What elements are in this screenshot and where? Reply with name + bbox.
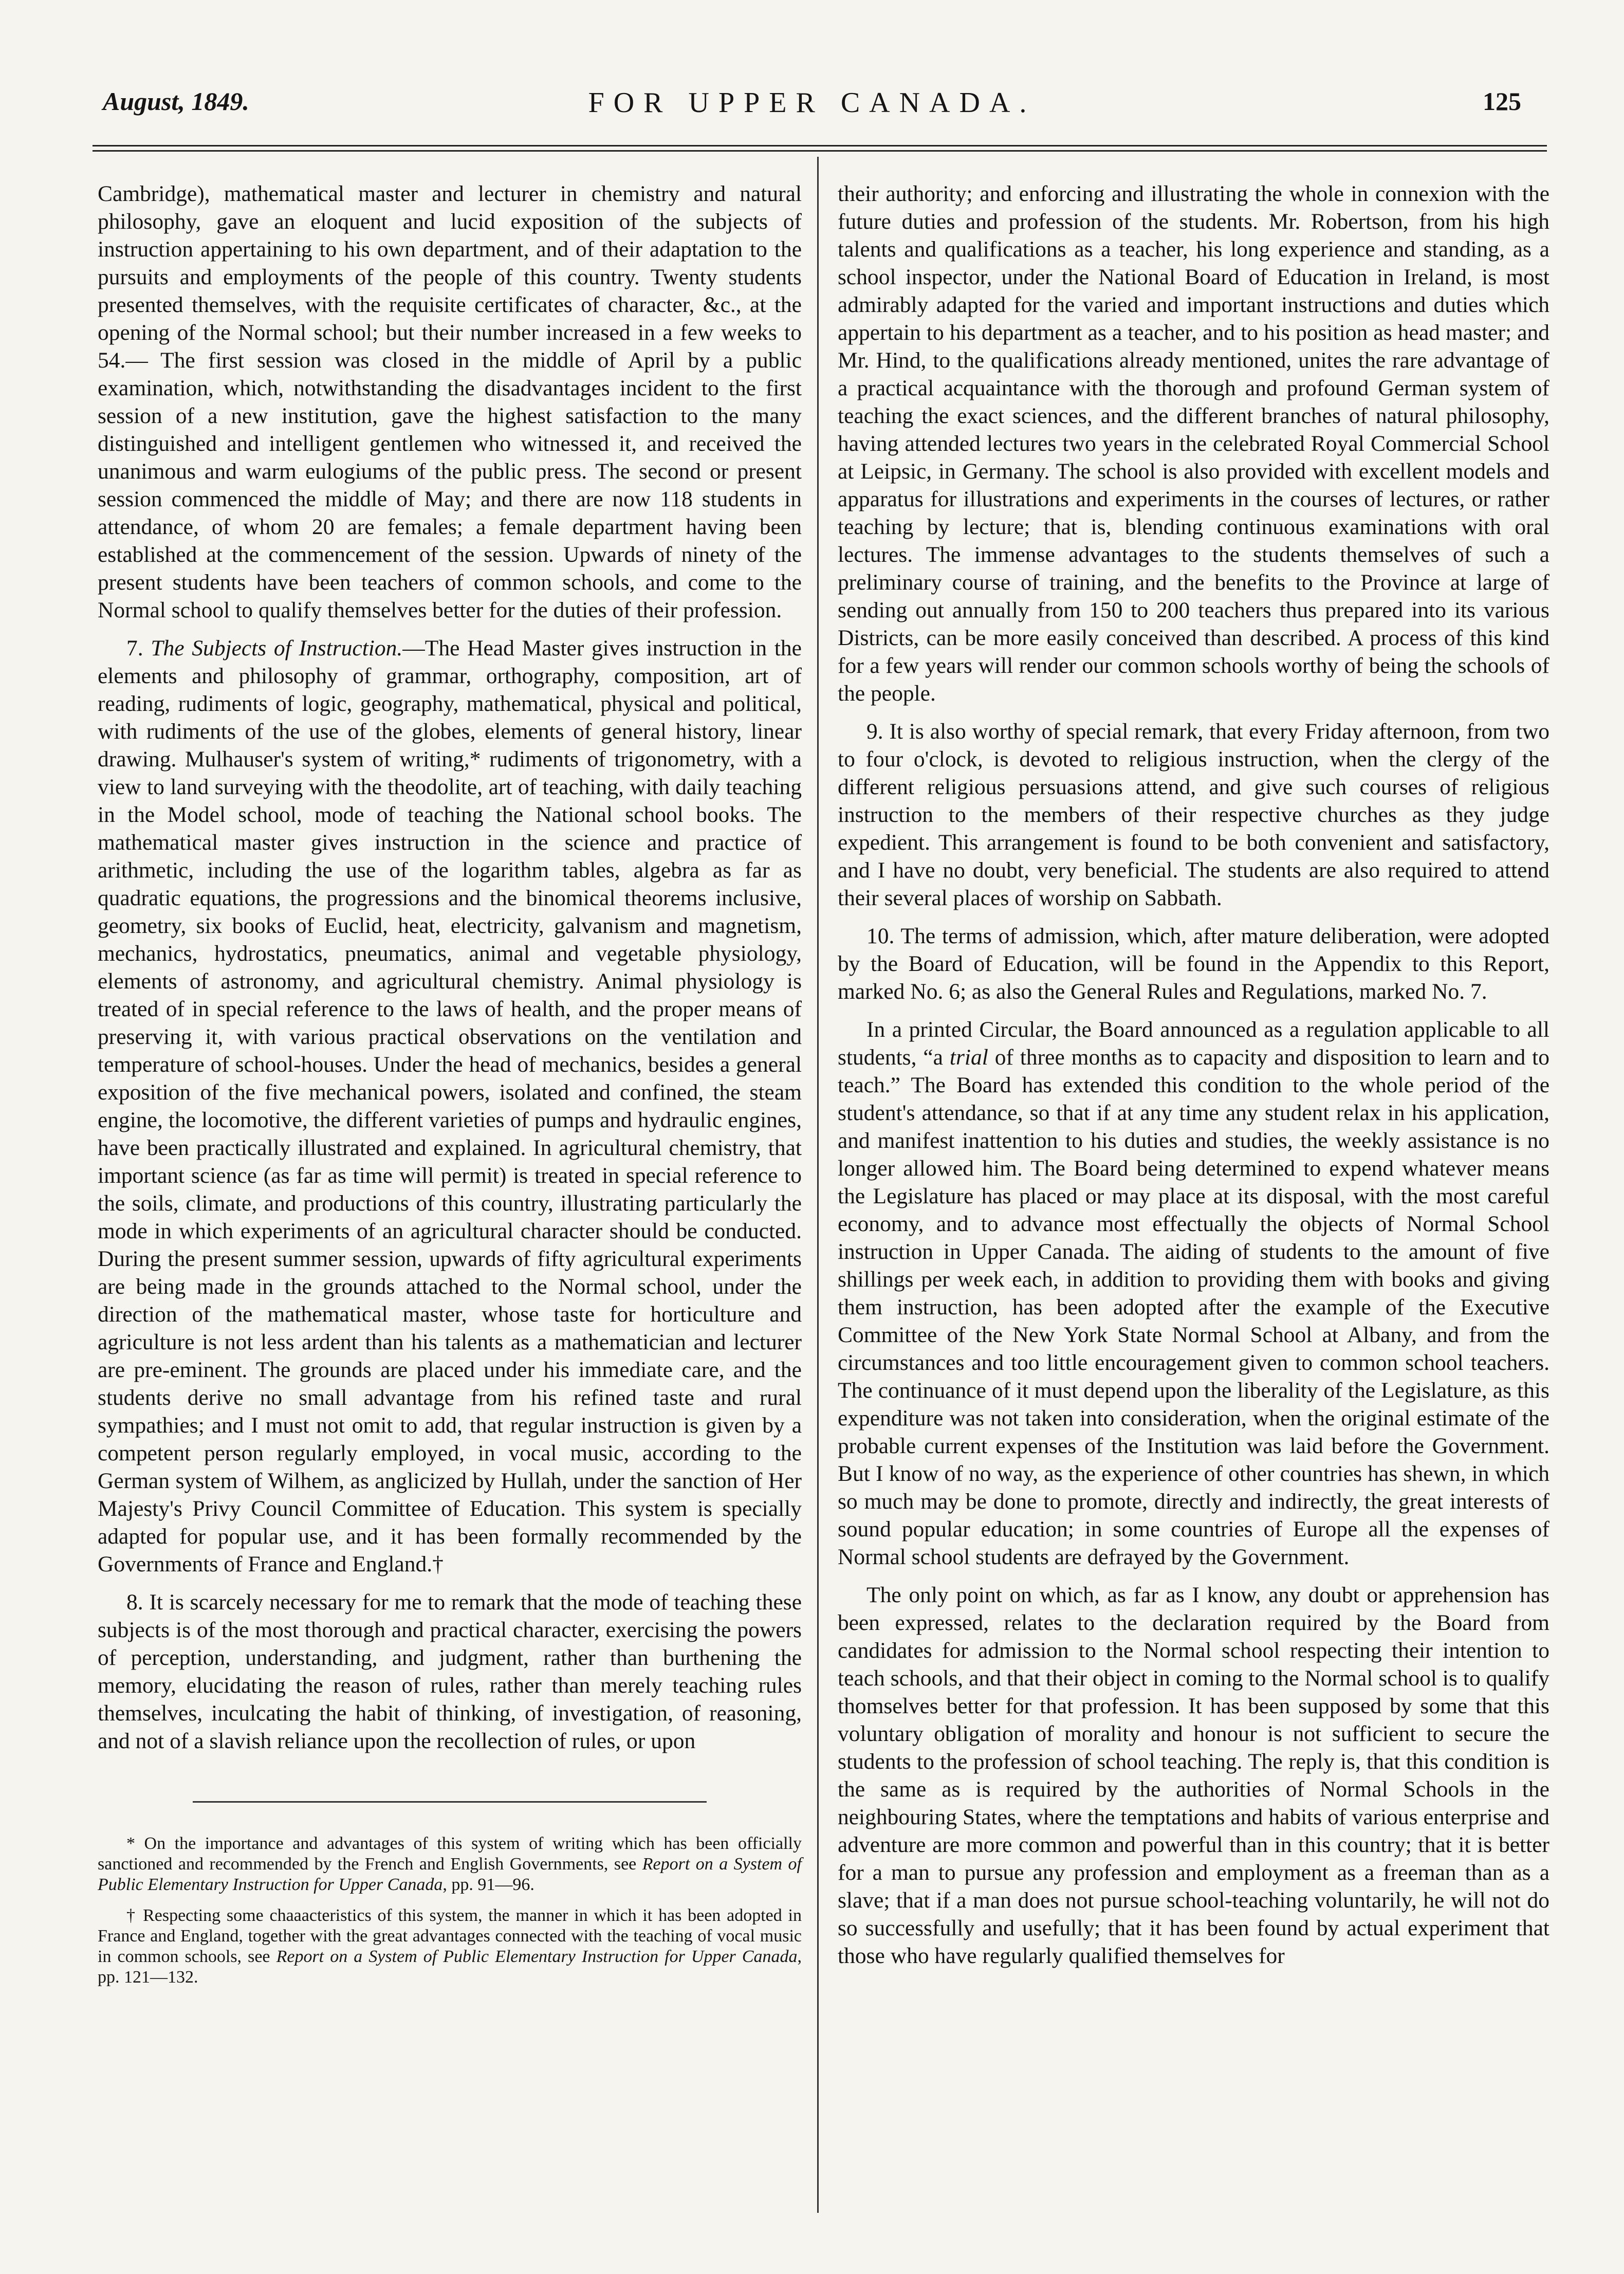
paragraph — [838, 1016, 1549, 1571]
footnote-reference: Report on a System of Public Elementary Instruction for Upper Canada — [98, 1855, 802, 1894]
header-date: August, 1849. — [103, 87, 249, 116]
footnote — [98, 1833, 802, 1895]
paragraph: Cambridge), mathematical master and lecturer in chemistry and natural philosophy, gave an eloquent and lucid exposition of the subjects of instruction appertaining to his own department, and of their adaptation to the pursuits and employments of the people of this country. Twenty students presented themselves, with the requisite certificates of character, &c., at the opening of the Normal school; but their number increased in a few weeks to 54.— The first session was closed in the middle of April by a public examination, which, notwithstanding the disadvantages incident to the first session of a new institution, gave the highest satisfaction to the many distinguished and intelligent gentlemen who witnessed it, and received the unanimous and warm eulogiums of the public press. The second or present session commenced the middle of May; and there are now 118 students in attendance, of whom 20 are females; a female department having been established at the commencement of the session. Upwards of ninety of the present students have been teachers of common schools, and come to the Normal school to qualify themselves better for the duties of their profession. — [98, 181, 802, 622]
footnote-reference: Report on a System of Public Elementary Instruction for Upper Canada — [276, 1947, 798, 1966]
paragraph: their authority; and enforcing and illustrating the whole in connexion with the future duties and profession of the students. Mr. Robertson, from his high talents and qualifications as a teacher, his long experience and standing, as a school inspector, under the National Board of Education in Ireland, is most admirably adapted for the varied and important instructions and duties which appertain to his department as a teacher, and to his position as head master; and Mr. Hind, to the qualifications already mentioned, unites the rare advantage of a practical acquaintance with the thorough and profound German system of teaching the exact sciences, and the different branches of natural philosophy, having attended lectures two years in the celebrated Royal Commercial School at Leipsic, in Germany. The school is also provided with excellent models and apparatus for illustrations and experiments in the courses of lectures, or rather teaching by lecture; that is, blending continuous examinations with oral lectures. The immense advantages to the students themselves of such a preliminary course of training, and the benefits to the Province at large of sending out annually from 150 to 200 teachers thus prepared into its various Districts, can be more easily conceived than described. A process of this kind for a few years will render our common schools worthy of being the schools of the people. — [838, 181, 1549, 706]
footnote-text: * On the importance and advantages of this system of writing which has been officially sanctioned and recommended by the French and English Governments, see — [98, 1834, 802, 1874]
footnote — [98, 1905, 802, 1988]
page-header — [103, 86, 1521, 138]
emphasis: trial — [949, 1045, 988, 1070]
paragraph-section-7 — [98, 634, 802, 1578]
paragraph-text: of three months as to capacity and disposition to learn and to teach.” The Board has extended this condition to the whole period of the student's attendance, so that if at any time any student relax in his application, and manifest inattention to his duties and studies, the weekly assistance is no longer allowed him. The Board being determined to expend whatever means the Legislature has placed or may place at its disposal, with the most careful economy, and to advance most effectually the objects of Normal School instruction in Upper Canada. The aiding of students to the amount of five shillings per week each, in addition to providing them with books and giving them instruction, has been adopted after the example of the Executive Committee of the New York State Normal School at Albany, and from the circumstances and too little encouragement given to common school teachers. The continuance of it must depend upon the liberality of the Legislature, as this expenditure was not taken into consideration, when the original estimate of the probable current expenses of the Institution was laid before the Government. But I know of no way, as the experience of other countries has shewn, in which so much may be done to promote, directly and indirectly, the great interests of sound popular education; in some countries of Europe all the expenses of Normal school students are defrayed by the Government. — [838, 1045, 1549, 1569]
footnote-pages: , pp. 121—132. — [98, 1947, 802, 1987]
footnote-pages: , pp. 91—96. — [442, 1875, 534, 1894]
footnote-rule — [193, 1801, 707, 1803]
section-number: 7. — [126, 636, 143, 661]
column-divider — [817, 157, 819, 2213]
left-column — [98, 180, 802, 1998]
header-title: FOR UPPER CANADA. — [588, 87, 1036, 119]
paragraph: The only point on which, as far as I know, any doubt or apprehension has been expressed, relates to the declaration required by the Board from candidates for admission to the Normal school respecting their intention to teach schools, and that their object in coming to the Normal school is to qualify thomselves better for that profession. It has been supposed by some that this voluntary obligation of morality and honour is not sufficient to secure the students to the profession of school teaching. The reply is, that this condition is the same as is required by the authorities of Normal Schools in the neighbouring States, where the temptations and habits of various enterprise and adventure are more common and powerful than in this country; that it is better for a man to pursue any profession and employment as a freeman than as a slave; that if a man does not pursue school-teaching voluntarily, he will not do so successfully and usefully; that it has been found by actual experiment that those who have regularly qualified themselves for — [838, 1583, 1549, 1968]
footnote-text: † Respecting some chaaacteristics of this system, the manner in which it has been adopted in France and England, together with the great advantages connected with the teaching of vocal music in common schools, see — [98, 1906, 802, 1966]
section-body: —The Head Master gives instruction in the elements and philosophy of grammar, orthography, composition, art of reading, rudiments of logic, geography, mathematical, physical and political, with rudiments of the use of the globes, elements of general history, linear drawing. Mulhauser's system of writing,* rudiments of trigonometry, with a view to land surveying with the theodolite, art of teaching, with daily teaching in the Model school, mode of teaching the National school books. The mathematical master gives instruction in the science and practice of arithmetic, including the use of the logarithm tables, algebra as far as quadratic equations, the progressions and the binomical theorems inclusive, geometry, six books of Euclid, heat, electricity, galvanism and magnetism, mechanics, hydrostatics, pneumatics, animal and vegetable physiology, elements of astronomy, and agricultural chemistry. Animal physiology is treated of in special reference to the laws of health, and the proper means of preserving it, with various practical observations on the ventilation and temperature of school-houses. Under the head of mechanics, besides a general exposition of the five mechanical powers, isolated and confined, the steam engine, the locomotive, the different varieties of pumps and hydraulic engines, have been practically illustrated and explained. In agricultural chemistry, that important science (as far as time will permit) is treated in special reference to the soils, climate, and productions of this country, illustrating particularly the mode in which experiments of an agricultural character should be conducted. During the present summer session, upwards of fifty agricultural experiments are being made in the grounds attached to the Normal school, under the direction of the mathematical master, whose taste for horticulture and agriculture is not less ardent than his talents as a mathematician and lecturer are pre-eminent. The grounds are placed under his immediate care, and the students derive no small advantage from his refined taste and rural sympathies; and I must not omit to add, that regular instruction is given by a competent person regularly employed, in vocal music, according to the German system of Wilhem, as anglicized by Hullah, under the sanction of Her Majesty's Privy Council Committee of Education. This system is specially adapted for popular use, and it has been formally recommended by the Governments of France and England.† — [98, 636, 802, 1576]
page-number: 125 — [1483, 87, 1521, 116]
header-rule-double — [93, 150, 1547, 152]
paragraph-section-9: 9. It is also worthy of special remark, that every Friday afternoon, from two to four o'clock, is devoted to religious instruction, when the clergy of the different religious persuasions attend, and give such courses of religious instruction to the members of their respective churches as they judge expedient. This arrangement is found to be both convenient and satisfactory, and I have no doubt, very beneficial. The students are also required to attend their several places of worship on Sabbath. — [838, 719, 1549, 910]
paragraph-section-10: 10. The terms of admission, which, after mature deliberation, were adopted by the Board of Education, will be found in the Appendix to this Report, marked No. 6; as also the General Rules and Regulations, marked No. 7. — [838, 924, 1549, 1004]
paragraph-section-8: 8. It is scarcely necessary for me to remark that the mode of teaching these subjects is of the most thorough and practical character, exercising the powers of perception, understanding, and judgment, rather than burthening the memory, elucidating the reason of rules, rather than merely teaching rules themselves, inculcating the habit of thinking, of investigation, of reasoning, and not of a slavish reliance upon the recollection of rules, or upon — [98, 1590, 802, 1753]
header-rule — [93, 145, 1547, 146]
section-title: The Subjects of Instruction. — [151, 636, 403, 661]
paragraph-text: In a printed Circular, the Board announced as a regulation applicable to all students, “a — [838, 1017, 1549, 1070]
right-column — [838, 180, 1549, 1980]
